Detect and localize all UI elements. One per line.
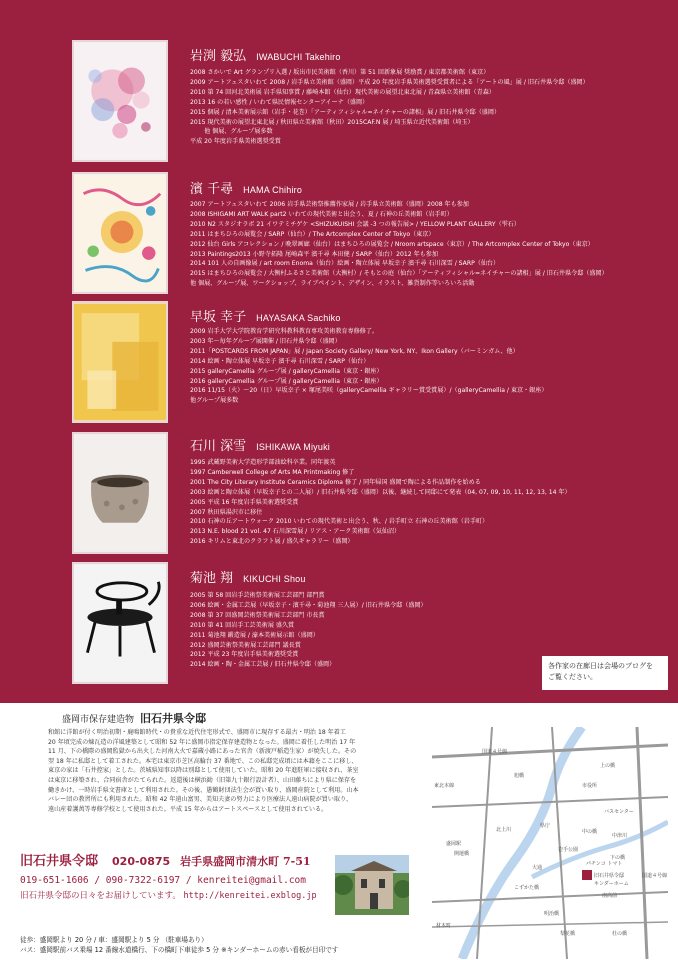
venue-heading-small: 盛岡市保存建造物 <box>62 715 135 725</box>
history-line: 東京の家は「石井控家」とした。茨城県知事以降は別邸として使用していた。昭和 20 年進駐軍に接収され、茶室 <box>48 767 359 775</box>
venue-marker-icon <box>582 870 592 880</box>
map-label: 杜の橋 <box>612 931 628 937</box>
bio-line: 2012 盛岡芸術祭美術展工芸部門 議長賞 <box>190 641 301 649</box>
map-label: パチンコ トマト <box>586 861 623 867</box>
map-label: 岩手公園 <box>558 847 579 853</box>
blog-url[interactable]: http://kenreitei.exblog.jp <box>183 891 317 901</box>
floral-painting <box>74 42 166 160</box>
venue-name: 旧石井県令邸 <box>20 854 99 869</box>
bio-line: 2010 N2 スタジオラボ 21 イワテミチゲケ <SHIZUKUISHI 会議 -3 つの報告展> / YELLOW PLANT GALLERY（雫石） <box>190 220 520 228</box>
artist-name-jp: 早坂 幸子 <box>190 310 247 325</box>
map-label: 旭橋 <box>514 773 525 779</box>
bio-line: 2008 さかいで Art グランプリ入選 / 坂出市民美術館（香川）第 51 回新象展 奨励賞 / 東京都美術館（東京） <box>190 69 490 76</box>
map-label: 盛岡駅 <box>446 841 462 847</box>
artist-name-jp: 菊池 翔 <box>190 571 234 586</box>
bio-line: 2010 第 41 回岩手工芸美術展 盛久賞 <box>190 621 295 629</box>
history-line: 働きかけ、一時岩手県文書庫として利用された。その後、愚鶴財団法生会が買い取り、盛岡産院として利用。山本 <box>48 786 359 794</box>
bio-line: 2013 16 の若い感性 / いわて県民情報センターアイーナ（盛岡） <box>190 98 369 106</box>
artist-name-en: HAMA Chihiro <box>243 185 303 195</box>
bio-line: 2012 平成 23 年度岩手県美術選奨受賞 <box>190 651 299 659</box>
bio-line: 2016 galleryCamellia グループ展 / galleryCamellia（東京・銀座） <box>190 377 383 385</box>
venue-history <box>48 728 423 814</box>
access-line: バス：盛岡駅前バス乗場 12 番線水道橋行、下の橋町下車徒歩 5 分 ※キンダーホームの赤い看板が目印です <box>20 946 339 954</box>
abstract-yellow-painting <box>74 303 166 421</box>
ceramic-pot-photo <box>74 434 166 552</box>
artist-name <box>190 45 341 64</box>
bio-line: 2001 The City Literary Institute Ceramics Diploma 修了 / 同年帰国 盛岡で陶による作品制作を始める <box>190 478 481 486</box>
map-label: 県庁 <box>540 823 551 829</box>
history-line: バレー団の教習所にも利用された。昭和 42 年遠山富男、美知夫妻の努力により医療法人遠山病院が買い取り、 <box>48 796 353 804</box>
bio-line: 2005 平成 16 年度岩手県美術選奨受賞 <box>190 498 299 506</box>
bio-line: 2015 galleryCamellia グループ展 / galleryCamellia（東京・銀座） <box>190 367 383 375</box>
artist-name-en: IWABUCHI Takehiro <box>256 52 341 62</box>
map-label: 国道４号線 <box>482 749 508 755</box>
bio-line: 2014 101 人の自画像展 / art room Enoma（仙台）絵画・陶立体展 早坂幸子 濱千尋 石川深雪 / SARP（仙台） <box>190 260 500 268</box>
bio-line: 2007 アートフェスタいわて 2006 岩手県芸術祭推薦作家展 / 岩手県立美術館（盛岡）2008 年も参加 <box>190 201 469 208</box>
artist-name <box>190 178 302 197</box>
bio-line: 2016 11/15（火）〜20（日）早坂幸子 × 塚尾美咲（galleryCamellia ギャラリー賞受賞展）/（galleryCamellia / 東京・銀座） <box>190 387 548 395</box>
map-label: 梨花橋 <box>560 931 576 937</box>
artist-bio <box>190 458 650 547</box>
bio-line: 2015 はまちひろの展覧会 / 大衡村ふるさと美術館（大衡村）/ そもとの庭（仙台）「アーティフィシャル=ネイチャーの諸相」展 / 旧石井県令邸（盛岡） <box>190 270 608 278</box>
bio-line: 1997 Camberwell College of Arts MA Printmaking 修了 <box>190 468 355 476</box>
bio-line: 他 個展、グループ展、ワークショップ、ライブペイント、デザイン、イラスト、雑貨制作等いろいろ活動 <box>190 280 475 288</box>
bio-line: 2008 第 37 回盛岡芸術祭美術展工芸部門 市長賞 <box>190 611 325 619</box>
artwork-thumbnail <box>72 432 168 554</box>
street-map <box>432 727 668 959</box>
history-line: 和館に洋館が付く明治初期・鹿鳴館時代・の貴重な近代住宅形式で、盛岡市に現存する最古・明治 18 年着工 <box>48 729 346 736</box>
map-label: 明治橋 <box>544 911 560 917</box>
bio-line: 2010 石神の丘アートウォーク 2010 いわての現代美術と出会う、秋、/ 岩手町立 石神の丘美術館（岩手町） <box>190 518 489 526</box>
bio-line: 2011 はまちひろの展覧会 / SARP（仙台）/ The Artcomplex Center of Tokyo（東京） <box>190 230 435 238</box>
venue-photo <box>335 855 409 915</box>
venue-heading <box>62 710 206 726</box>
artist-name-en: KIKUCHI Shou <box>243 574 306 584</box>
artist-name-en: HAYASAKA Sachiko <box>256 313 341 323</box>
bio-line: 2012 仙台 Girls アコレクション / 晩翠画廊（仙台）はまちひろの展覧会 / Nroom artspace（東京）/ The Artcomplex Center of Tokyo（東京） <box>190 240 594 248</box>
bio-line: 2016 キリムと東北のクラフト展 / 盛久ギャラリー（盛岡） <box>190 538 354 546</box>
bio-line: 2006 絵画・金属工芸展（早坂幸子・濱千尋・菊池翔 三人展）/ 旧石井県令邸（盛岡） <box>190 601 427 609</box>
access-line: 徒歩：盛岡駅より 20 分 / 車：盛岡駅より 5 分 （駐車場あり） <box>20 936 208 944</box>
map-label: 下の橋 <box>610 855 626 861</box>
artist-name-jp: 岩渕 毅弘 <box>190 49 247 64</box>
artist-name <box>190 567 306 586</box>
bio-line: 2011「POSTCARDS FROM JAPAN」展 / Japan Society Gallery/ New York, NY、Ikon Gallery（バーミンガム、他） <box>190 347 519 355</box>
map-label: 市役所 <box>582 783 598 789</box>
map-label: こずかた橋 <box>514 885 540 891</box>
artwork-thumbnail <box>72 172 168 294</box>
bio-line: 2014 絵画・陶立体展 早坂幸子 濱千尋 石川深雪 / SARP（仙台） <box>190 357 370 365</box>
artwork-thumbnail <box>72 40 168 162</box>
history-line: 遠山産着護萬等専修学校として使用された。平成 15 年からはアートスペースとして使用されている。 <box>48 805 328 813</box>
bio-line: 2010 第 74 回河北美術展 岩手県知事賞 / 藤崎本館（仙台）現代美術の展望北東北展 / 青森県立美術館（青森） <box>190 88 495 96</box>
venue-access <box>20 935 338 955</box>
artist-name <box>190 435 330 454</box>
map-label: キンダーホーム <box>594 881 629 887</box>
artist-name-en: ISHIKAWA Miyuki <box>256 442 330 452</box>
artist-bio <box>190 200 650 289</box>
bio-line: 2009 アートフェスタいわて 2008 / 岩手県立美術館（盛岡）平成 20 年度岩手県美術選奨受賞者による「アートの風」展 / 旧石井県令邸（盛岡） <box>190 78 589 86</box>
bio-line: 他 個展、グループ展多数 <box>190 128 273 136</box>
bio-line: 2009 岩手大学大学院教育学研究科教科教育専攻美術教育専修修了。 <box>190 328 379 335</box>
map-label: 旧石井県令邸 <box>594 873 625 879</box>
artist-name <box>190 306 341 325</box>
bio-line: 2014 絵画・陶・金属工芸展 / 旧石井県令邸（盛岡） <box>190 661 336 669</box>
artist-bio <box>190 327 650 406</box>
blog-notice: 各作家の在廊日は会場のブログを ご覧ください。 <box>541 655 669 691</box>
history-line: 翌 18 年に私邸として着工された。本宅は東京市芝区高輪台 37 番地で、この私邸完成頃には本籍をここに移し、 <box>48 757 358 765</box>
bio-line: 2011 菊池翔 鍛造展 / 濠本美術展示館（盛岡） <box>190 631 319 639</box>
map-label: 南高前 <box>602 893 618 899</box>
artwork-thumbnail <box>72 562 168 684</box>
bio-line: 2003 年〜毎年グループ展開催 / 旧石井県令邸（盛岡） <box>190 337 341 345</box>
history-line: 11 月、下の橋際の盛岡監獄から出火した河南大火で嘉蔵小路にあった官舎（新渡戸稲造生家）が焼失した。その <box>48 748 357 756</box>
bio-line: 他グループ展多数 <box>190 397 239 405</box>
map-label: 東北本線 <box>434 783 455 789</box>
bio-line: 2005 第 58 回岩手芸術祭美術展工芸部門 部門賞 <box>190 592 325 599</box>
bio-line: 2003 絵画と陶立体展（早坂幸子との二人展）/ 旧石井県令邸（盛岡）以後、継続して同邸にて発表（04, 07, 09, 10, 11, 12, 13, 14 年） <box>190 488 571 496</box>
bio-line: 平成 20 年度岩手県美術選奨受賞 <box>190 138 281 146</box>
artist-name-jp: 濱 千尋 <box>190 182 234 197</box>
map-label: 大通 <box>532 865 543 871</box>
venue-section <box>0 703 678 960</box>
access-map[interactable] <box>432 727 668 959</box>
bio-line: 2008 ISHIGAMI ART WALK part2 いわての現代美術と出会う、夏 / 石神の丘美術館（岩手町） <box>190 210 453 218</box>
postal-code: 020-0875 <box>112 855 171 868</box>
bio-line: 2013 N.E. blood 21 vol. 47 石川深雪展 / リアス・アーク美術館（気仙沼） <box>190 528 401 536</box>
artist-bio <box>190 68 650 147</box>
bio-line: 1995 武蔵野美術大学造形学部油絵科卒業。同年渡英 <box>190 459 336 466</box>
map-label: 開運橋 <box>454 851 470 857</box>
blog-text: 旧石井県令邸の日々をお届けしています。 <box>20 891 181 901</box>
map-label: 上の橋 <box>600 763 616 769</box>
childlike-painting <box>74 174 166 292</box>
history-line: は東京に移築され、合同宿舎がたてられた。返還後は横浜勧（旧第九十銀行設計者）、山田藤ちにより県に保存を <box>48 776 357 784</box>
map-label: 中の橋 <box>582 829 598 835</box>
iron-candle-stand-photo <box>74 564 166 682</box>
bio-line: 2013 Paintings2013 小野寺拓隆 尾崎森平 濱千尋 本田健 / SARP（仙台）2012 年も参加 <box>190 250 438 258</box>
bio-line: 2015 現代美術の展望北東北展 / 秋田県立美術館（秋田）2015CAF.N 展 / 埼玉県立近代美術館（埼玉） <box>190 118 474 126</box>
map-label: 材木町 <box>436 923 452 929</box>
artwork-thumbnail <box>72 301 168 423</box>
bio-line: 2015 個展 / 清本美術展示館（岩手・花巻）「アーティフィシャル=ネイチャーの諸相」展 / 旧石井県令邸（盛岡） <box>190 108 501 116</box>
map-label: バスセンター <box>604 809 634 815</box>
building-photo <box>335 855 409 915</box>
map-label: 北上川 <box>496 827 512 833</box>
venue-phone-email[interactable]: 019-651-1606 / 090-7322-6197 / kenreitei@gmail.com <box>20 875 306 886</box>
venue-heading-big: 旧石井県令邸 <box>140 712 207 725</box>
bio-line: 2007 秋田県湯沢市に移住 <box>190 508 263 516</box>
history-line: 20 年頃完成の煉瓦造の洋風建築として昭和 52 年に盛岡市指定保存建造物となった。盛岡に着任した明治 17 年 <box>48 738 356 746</box>
artist-name-jp: 石川 深雪 <box>190 439 247 454</box>
map-label: 中津川 <box>612 833 628 839</box>
venue-address: 岩手県盛岡市清水町 7-51 <box>180 855 311 868</box>
map-label: 国道４号線 <box>642 873 668 879</box>
